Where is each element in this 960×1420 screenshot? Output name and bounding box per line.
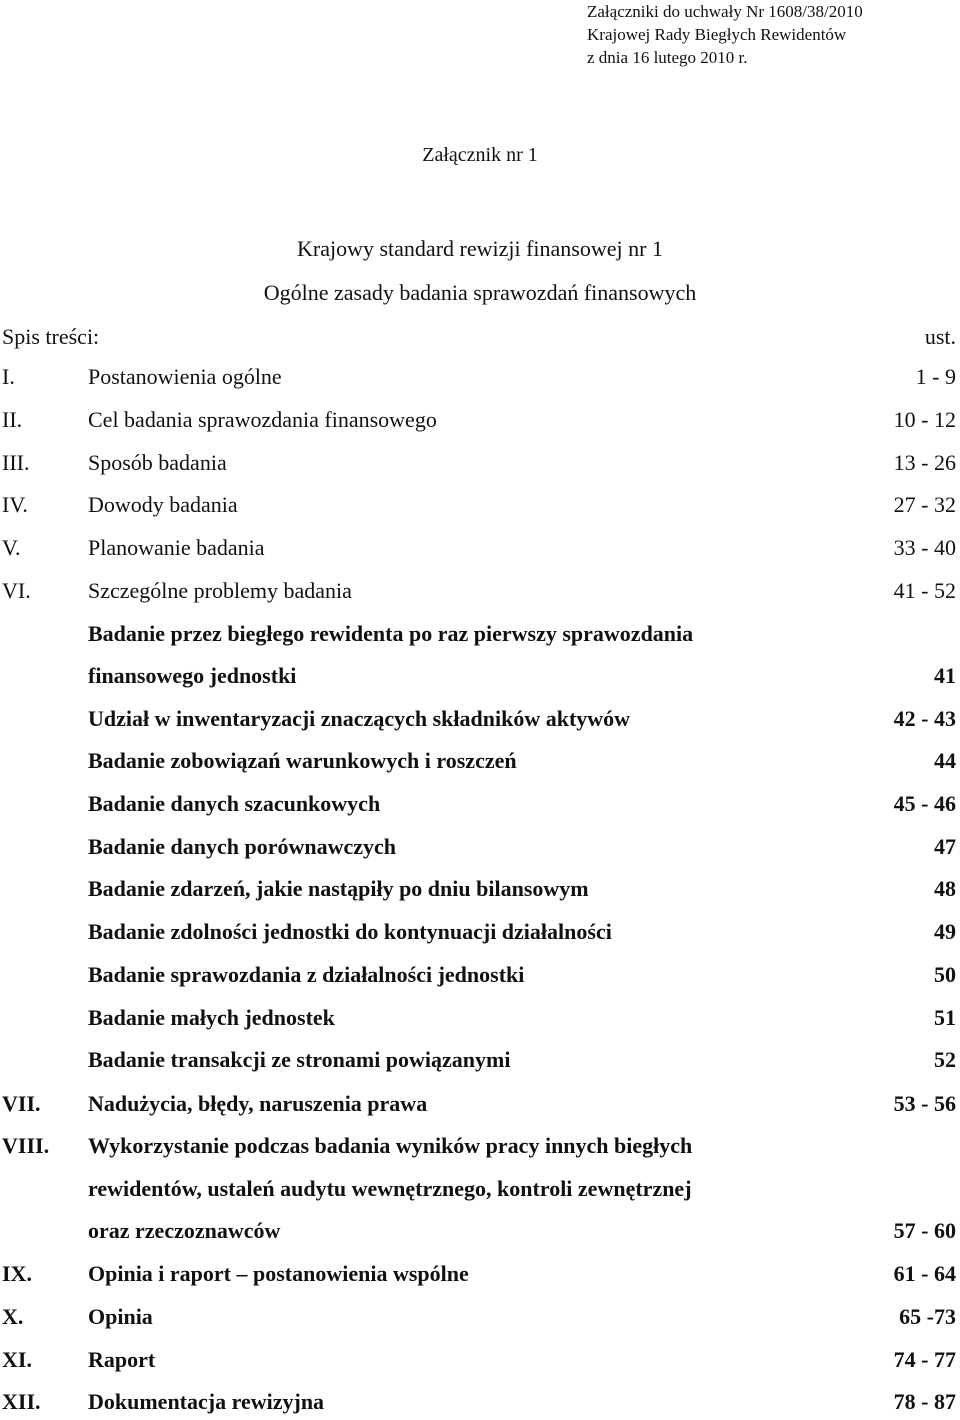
toc-section: [0, 405, 960, 435]
subsection-title: Badanie przez biegłego rewidenta po raz pierwszy sprawozdania: [88, 621, 694, 646]
subsection-title: Badanie zobowiązań warunkowych i roszczeń: [88, 748, 517, 773]
section-title: rewidentów, ustaleń audytu wewnętrznego, kontroli zewnętrznej: [88, 1176, 692, 1201]
subsection-title: Badanie zdarzeń, jakie nastąpiły po dniu bilansowym: [88, 876, 589, 901]
annex-title: Załącznik nr 1: [422, 144, 538, 166]
toc-subsection: [0, 619, 960, 649]
toc-section: [0, 1259, 960, 1289]
standard-title: Krajowy standard rewizji finansowej nr 1: [297, 236, 663, 261]
toc-section: [0, 448, 960, 478]
toc-section-continuation: [0, 1174, 960, 1204]
section-range: 57 - 60: [893, 1218, 956, 1243]
section-title: Sposób badania: [88, 450, 227, 475]
toc-subsection: [0, 832, 960, 862]
subsection-range: 42 - 43: [893, 706, 956, 731]
toc-section: [0, 1089, 960, 1119]
subsection-title: Badanie małych jednostek: [88, 1005, 335, 1030]
section-title: Raport: [88, 1347, 156, 1372]
section-title: Wykorzystanie podczas badania wyników pracy innych biegłych: [88, 1133, 693, 1158]
section-number: VI.: [2, 578, 31, 603]
section-number: VIII.: [2, 1133, 50, 1158]
subsection-range: 48: [934, 876, 956, 901]
section-range: 74 - 77: [893, 1347, 956, 1372]
section-title: Planowanie badania: [88, 535, 265, 560]
header-line-2: Krajowej Rady Biegłych Rewidentów: [587, 25, 847, 44]
subsection-title: Badanie transakcji ze stronami powiązanymi: [88, 1047, 511, 1072]
section-range: 33 - 40: [893, 535, 956, 560]
toc-section-continuation: [0, 1216, 960, 1246]
standard-subtitle: Ogólne zasady badania sprawozdań finansowych: [263, 280, 697, 305]
section-number: V.: [2, 535, 21, 560]
toc-section: [0, 362, 960, 392]
section-number: X.: [2, 1304, 24, 1329]
section-title: Nadużycia, błędy, naruszenia prawa: [88, 1091, 428, 1116]
toc-section: [0, 1387, 960, 1417]
subsection-range: 50: [934, 962, 956, 987]
section-title: Opinia i raport – postanowienia wspólne: [88, 1261, 469, 1286]
section-range: 10 - 12: [893, 407, 956, 432]
subsection-range: 52: [934, 1047, 956, 1072]
subsection-title: Badanie zdolności jednostki do kontynuacji działalności: [88, 919, 612, 944]
section-title: Dowody badania: [88, 492, 238, 517]
toc-subsection: [0, 874, 960, 904]
section-range: 61 - 64: [893, 1261, 956, 1286]
section-range: 41 - 52: [893, 578, 956, 603]
section-number: XII.: [2, 1389, 41, 1414]
toc-label: Spis treści:: [2, 324, 100, 349]
section-number: IX.: [2, 1261, 32, 1286]
toc-section: [0, 1302, 960, 1332]
toc-subsection: [0, 1003, 960, 1033]
section-range: 53 - 56: [893, 1091, 956, 1116]
section-title: Dokumentacja rewizyjna: [88, 1389, 325, 1414]
section-number: XI.: [2, 1347, 32, 1372]
subsection-range: 41: [934, 663, 956, 688]
toc-subsection: [0, 661, 960, 691]
section-range: 1 - 9: [915, 364, 956, 389]
toc-section: [0, 1345, 960, 1375]
section-range: 27 - 32: [893, 492, 956, 517]
toc-subsection: [0, 1045, 960, 1075]
section-title: Cel badania sprawozdania finansowego: [88, 407, 437, 432]
section-number: II.: [2, 407, 23, 432]
toc-subsection: [0, 746, 960, 776]
subsection-title: Badanie danych szacunkowych: [88, 791, 381, 816]
toc-section: [0, 490, 960, 520]
header-line-3: z dnia 16 lutego 2010 r.: [587, 48, 748, 67]
toc-subsection: [0, 960, 960, 990]
subsection-title: Udział w inwentaryzacji znaczących składników aktywów: [88, 706, 631, 731]
header-line-1: Załączniki do uchwały Nr 1608/38/2010: [587, 2, 863, 21]
section-number: IV.: [2, 492, 28, 517]
section-number: I.: [2, 364, 15, 389]
subsection-title: Badanie sprawozdania z działalności jednostki: [88, 962, 525, 987]
toc-section: [0, 533, 960, 563]
section-range: 13 - 26: [893, 450, 956, 475]
toc-subsection: [0, 917, 960, 947]
subsection-range: 45 - 46: [893, 791, 956, 816]
section-number: III.: [2, 450, 30, 475]
toc-subsection: [0, 704, 960, 734]
subsection-range: 44: [934, 748, 956, 773]
subsection-title: finansowego jednostki: [88, 663, 297, 688]
section-title: oraz rzeczoznawców: [88, 1218, 281, 1243]
section-number: VII.: [2, 1091, 41, 1116]
section-title: Opinia: [88, 1304, 153, 1329]
subsection-range: 47: [934, 834, 956, 859]
subsection-range: 51: [934, 1005, 956, 1030]
toc-section: [0, 576, 960, 606]
section-title: Postanowienia ogólne: [88, 364, 282, 389]
subsection-range: 49: [934, 919, 956, 944]
section-range: 65 -73: [899, 1304, 956, 1329]
toc-subsection: [0, 789, 960, 819]
section-title: Szczególne problemy badania: [88, 578, 352, 603]
toc-column-label: ust.: [924, 324, 956, 349]
subsection-title: Badanie danych porównawczych: [88, 834, 397, 859]
toc-section: [0, 1131, 960, 1161]
section-range: 78 - 87: [893, 1389, 956, 1414]
